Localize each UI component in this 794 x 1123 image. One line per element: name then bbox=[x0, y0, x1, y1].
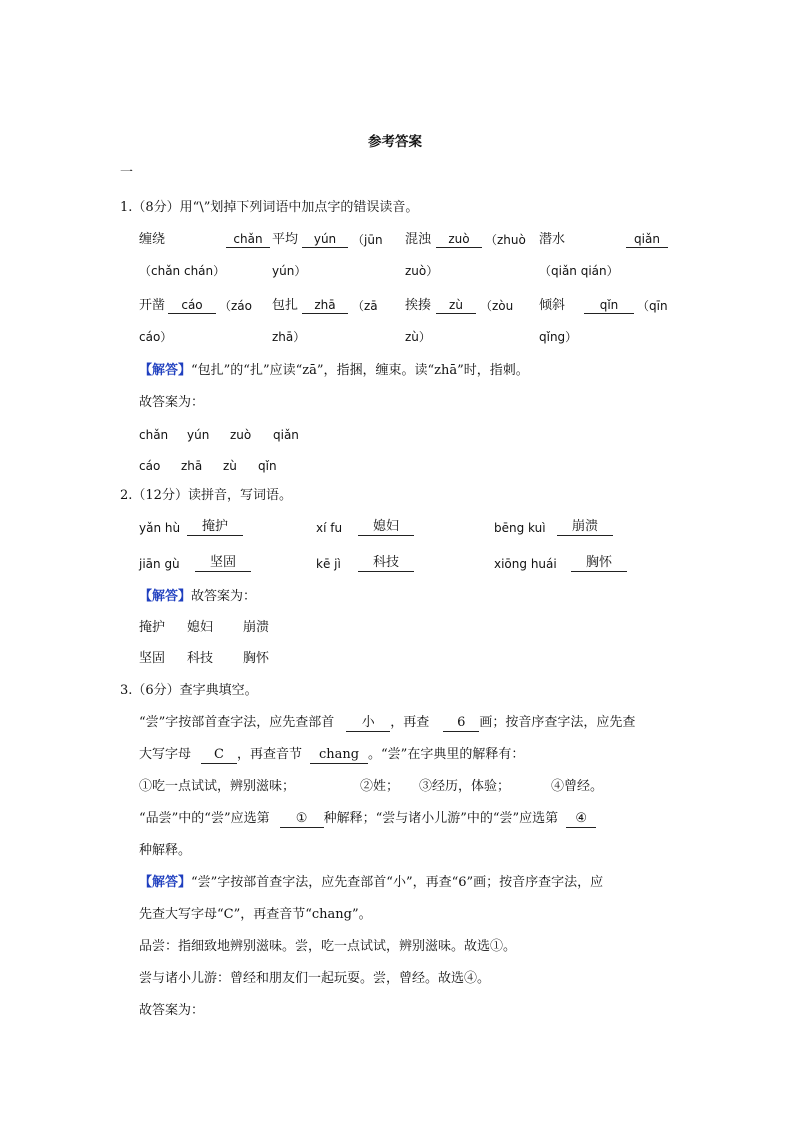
q2-item-pinyin: xí fu bbox=[316, 521, 343, 535]
q2-item-answer: 媳妇 bbox=[358, 519, 414, 536]
answer-item: 科技 bbox=[187, 651, 214, 666]
blank-letter: C bbox=[201, 747, 237, 764]
q1-item-answer: cáo bbox=[168, 297, 216, 314]
jieda-tag: 【解答】 bbox=[139, 363, 192, 378]
definition: ③经历，体验； bbox=[419, 779, 511, 794]
q2-answers-row bbox=[139, 619, 269, 637]
q2-item-answer: 坚固 bbox=[195, 555, 251, 572]
q1-item-options: （zā bbox=[352, 299, 378, 313]
text: 种解释；“尝与诸小儿游”中的“尝”应选第 bbox=[323, 811, 559, 826]
blank-radical: 小 bbox=[346, 715, 390, 732]
definition: ②姓； bbox=[360, 779, 400, 794]
q1-answers-row bbox=[139, 457, 277, 475]
q3-line: 种解释。 bbox=[139, 843, 192, 858]
q1-item-options: （qiǎn qián） bbox=[539, 264, 619, 278]
q3-line bbox=[139, 714, 635, 732]
answer-item: 崩溃 bbox=[243, 620, 270, 635]
text: 大写字母 bbox=[139, 747, 192, 762]
q1-item-options: zhā） bbox=[272, 330, 306, 344]
text: “品尝”中的“尝”应选第 bbox=[139, 811, 270, 826]
q2-item-answer: 胸怀 bbox=[571, 555, 627, 572]
answer-item: zù bbox=[223, 459, 237, 473]
q1-answers-row bbox=[139, 426, 299, 444]
blank-choice: ① bbox=[280, 811, 324, 828]
page-title: 参考答案 bbox=[368, 134, 422, 150]
q1-item-word: 平均 bbox=[272, 232, 299, 247]
q3-note: 品尝：指细致地辨别滋味。尝，吃一点试试，辨别滋味。故选①。 bbox=[139, 939, 517, 954]
q1-item-options: zù） bbox=[405, 330, 431, 344]
q2-item-answer: 崩溃 bbox=[557, 519, 613, 536]
q1-item-options: qǐng） bbox=[539, 330, 578, 344]
q2-item-pinyin: jiān gù bbox=[139, 557, 180, 571]
answer-item: 媳妇 bbox=[187, 620, 214, 635]
answer-item: chǎn bbox=[139, 428, 169, 442]
answer-item: zhā bbox=[181, 459, 203, 473]
explanation-text: 故答案为： bbox=[191, 589, 257, 604]
answer-item: cáo bbox=[139, 459, 161, 473]
q2-item-pinyin: kē jì bbox=[316, 557, 341, 571]
q1-item-options: （zòu bbox=[480, 299, 514, 313]
blank-syllable: chang bbox=[310, 747, 368, 764]
q1-item-word: 倾斜 bbox=[539, 298, 566, 313]
q3-line bbox=[139, 810, 596, 828]
q1-heading: 1.（8分）用“\”划掉下列词语中加点字的错误读音。 bbox=[120, 200, 419, 215]
q1-item-word: 混浊 bbox=[405, 232, 432, 247]
q1-item-options: （záo bbox=[219, 299, 252, 313]
text: ，再查 bbox=[390, 715, 430, 730]
q1-item-answer: zuò bbox=[436, 231, 482, 248]
q1-item-options: （qīn bbox=[637, 299, 668, 313]
blank-choice: ④ bbox=[566, 811, 596, 828]
answer-item: qiǎn bbox=[273, 428, 299, 442]
q3-definitions bbox=[139, 778, 603, 796]
q1-item-word: 挨揍 bbox=[405, 298, 432, 313]
q1-item-answer: chǎn bbox=[226, 231, 270, 248]
answer-item: 胸怀 bbox=[243, 651, 270, 666]
q2-item-pinyin: bēng kuì bbox=[494, 521, 546, 535]
q1-item-options: （zhuò bbox=[485, 233, 526, 247]
q1-explanation bbox=[139, 362, 529, 380]
definition: ④曾经。 bbox=[551, 779, 604, 794]
q1-item-options: （jūn bbox=[352, 233, 383, 247]
q2-answers-row bbox=[139, 650, 269, 668]
q1-item-options: zuò） bbox=[405, 264, 439, 278]
answer-item: zuò bbox=[230, 428, 252, 442]
explanation-text: “尝”字按部首查字法，应先查部首“小”，再查“6”画；按音序查字法，应 bbox=[191, 875, 604, 890]
jieda-tag: 【解答】 bbox=[139, 589, 192, 604]
q3-explanation-cont: 先查大写字母“C”，再查音节“chang”。 bbox=[139, 907, 372, 922]
jieda-tag: 【解答】 bbox=[139, 875, 192, 890]
definition: ①吃一点试试，辨别滋味； bbox=[139, 779, 296, 794]
q3-line bbox=[139, 746, 524, 764]
q2-item-pinyin: xiōng huái bbox=[494, 557, 557, 571]
q2-item-answer: 科技 bbox=[358, 555, 414, 572]
answer-item: qǐn bbox=[258, 459, 277, 473]
answer-item: 坚固 bbox=[139, 651, 166, 666]
q2-item-pinyin: yǎn hù bbox=[139, 521, 181, 535]
q1-item-word: 开凿 bbox=[139, 298, 166, 313]
answer-item: yún bbox=[187, 428, 210, 442]
section-mark: 一 bbox=[120, 165, 134, 180]
q3-explanation bbox=[139, 874, 603, 892]
explanation-text: “包扎”的“扎”应读“zā”，指捆，缠束。读“zhā”时，指刺。 bbox=[191, 363, 529, 378]
text: 。“尝”在字典里的解释有： bbox=[368, 747, 525, 762]
text: “尝”字按部首查字法，应先查部首 bbox=[139, 715, 335, 730]
q2-item-answer: 掩护 bbox=[187, 519, 243, 536]
q3-note: 尝与诸小儿游：曾经和朋友们一起玩耍。尝，曾经。故选④。 bbox=[139, 971, 491, 986]
q1-item-answer: yún bbox=[302, 231, 348, 248]
q2-heading: 2.（12分）读拼音，写词语。 bbox=[120, 488, 292, 503]
q1-item-options: yún） bbox=[272, 264, 307, 278]
q2-explanation bbox=[139, 588, 256, 606]
blank-strokes: 6 bbox=[443, 715, 479, 732]
text: ，再查音节 bbox=[237, 747, 303, 762]
q1-item-word: 包扎 bbox=[272, 298, 299, 313]
q1-item-options: cáo） bbox=[139, 330, 173, 344]
answer-item: 掩护 bbox=[139, 620, 166, 635]
q1-item-word: 缠绕 bbox=[139, 232, 166, 247]
q1-item-answer: qiǎn bbox=[626, 231, 668, 248]
q1-item-answer: qǐn bbox=[584, 297, 634, 314]
q1-item-options: （chǎn chán） bbox=[139, 264, 226, 278]
answer-label: 故答案为： bbox=[139, 1003, 205, 1018]
q1-item-word: 潜水 bbox=[539, 232, 566, 247]
text: 画；按音序查字法，应先查 bbox=[479, 715, 636, 730]
answer-label: 故答案为： bbox=[139, 395, 205, 410]
q1-item-answer: zhā bbox=[302, 297, 348, 314]
q1-item-answer: zù bbox=[436, 297, 476, 314]
q3-heading: 3.（6分）查字典填空。 bbox=[120, 683, 258, 698]
